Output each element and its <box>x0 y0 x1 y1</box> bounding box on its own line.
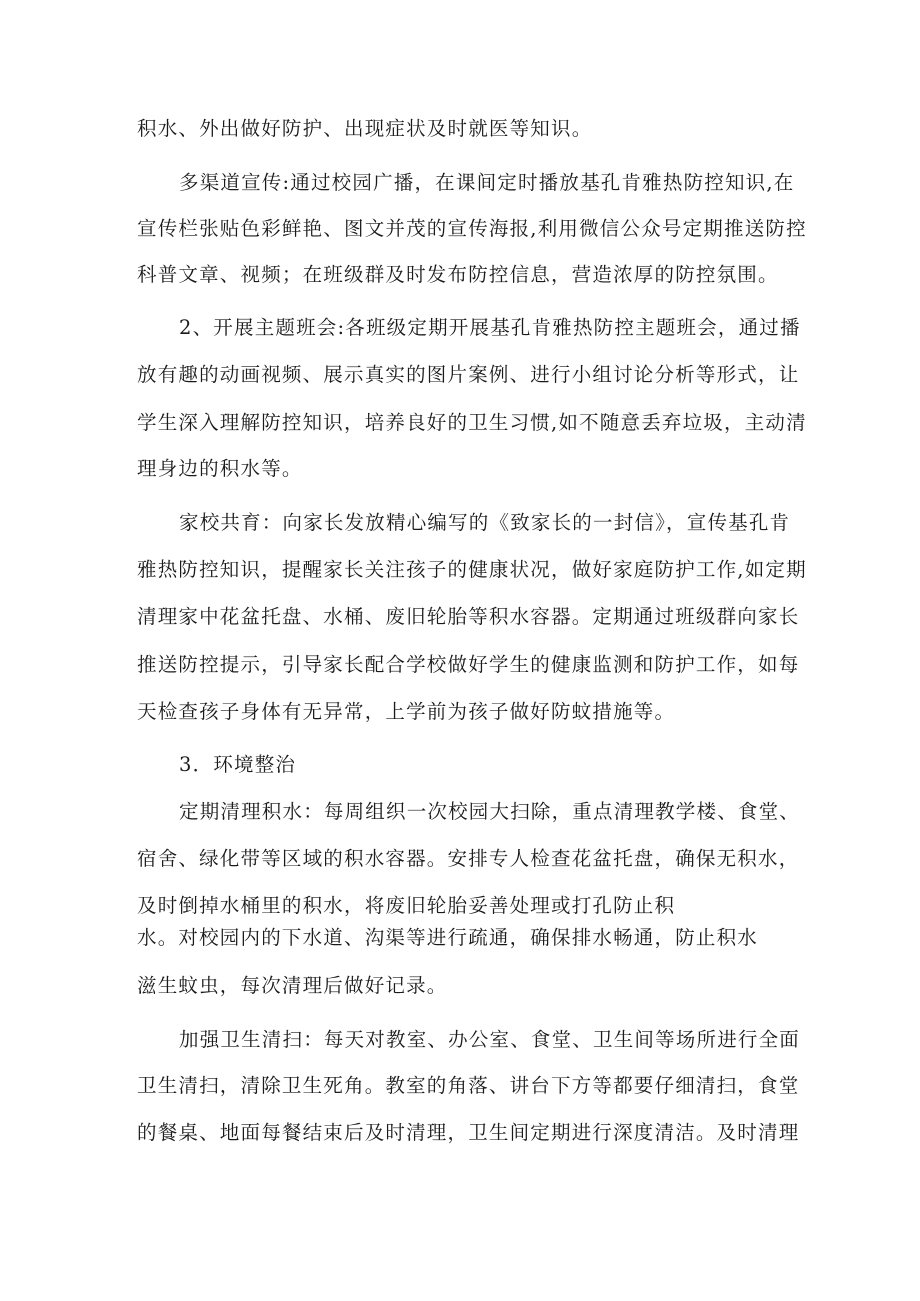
text-line-18: 水。对校园内的下水道、沟渠等进行疏通，确保排水畅通，防止积水 <box>137 926 759 949</box>
text-line-2: 多渠道宣传:通过校园广播，在课间定时播放基孔肯雅热防控知识,在 <box>179 171 795 194</box>
text-line-10: 雅热防控知识，提醒家长关注孩子的健康状况，做好家庭防护工作,如定期 <box>137 558 807 581</box>
text-line-22: 的餐桌、地面每餐结束后及时清理，卫生间定期进行深度清洁。及时清理 <box>137 1121 800 1144</box>
text-line-9: 家校共育：向家长发放精心编写的《致家长的一封信》，宣传基孔肯 <box>179 511 791 534</box>
text-line-17: 及时倒掉水桶里的积水，将废旧轮胎妥善处理或打孔防止积 <box>137 894 676 917</box>
text-line-7: 学生深入理解防控知识，培养良好的卫生习惯,如不随意丢弃垃圾，主动清 <box>137 411 807 434</box>
text-line-20: 加强卫生清扫：每天对教室、办公室、食堂、卫生间等场所进行全面 <box>179 1028 801 1051</box>
text-line-5: 2、开展主题班会:各班级定期开展基孔肯雅热防控主题班会，通过播 <box>179 316 801 339</box>
text-line-6: 放有趣的动画视频、展示真实的图片案例、进行小组讨论分析等形式，让 <box>137 363 800 386</box>
text-line-13: 天检查孩子身体有无异常，上学前为孩子做好防蚊措施等。 <box>137 700 676 723</box>
text-line-19: 滋生蚊虫，每次清理后做好记录。 <box>137 974 448 997</box>
text-line-12: 推送防控提示，引导家长配合学校做好学生的健康监测和防护工作，如每 <box>137 653 800 676</box>
text-line-15: 定期清理积水：每周组织一次校园大扫除，重点清理教学楼、食堂、 <box>179 800 801 823</box>
text-line-21: 卫生清扫，清除卫生死角。教室的角落、讲台下方等都要仔细清扫，食堂 <box>137 1074 800 1097</box>
text-line-8: 理身边的积水等。 <box>137 457 303 480</box>
text-line-16: 宿舍、绿化带等区域的积水容器。安排专人检查花盆托盘，确保无积水， <box>137 847 800 870</box>
text-line-3: 宣传栏张贴色彩鲜艳、图文并茂的宣传海报,利用微信公众号定期推送防控 <box>137 217 807 240</box>
section-heading: 3．环境整治 <box>179 753 297 776</box>
text-line-4: 科普文章、视频；在班级群及时发布防控信息，营造浓厚的防控氛围。 <box>137 263 779 286</box>
text-line-11: 清理家中花盆托盘、水桶、废旧轮胎等积水容器。定期通过班级群向家长 <box>137 605 800 628</box>
text-line-1: 积水、外出做好防护、出现症状及时就医等知识。 <box>137 117 593 140</box>
